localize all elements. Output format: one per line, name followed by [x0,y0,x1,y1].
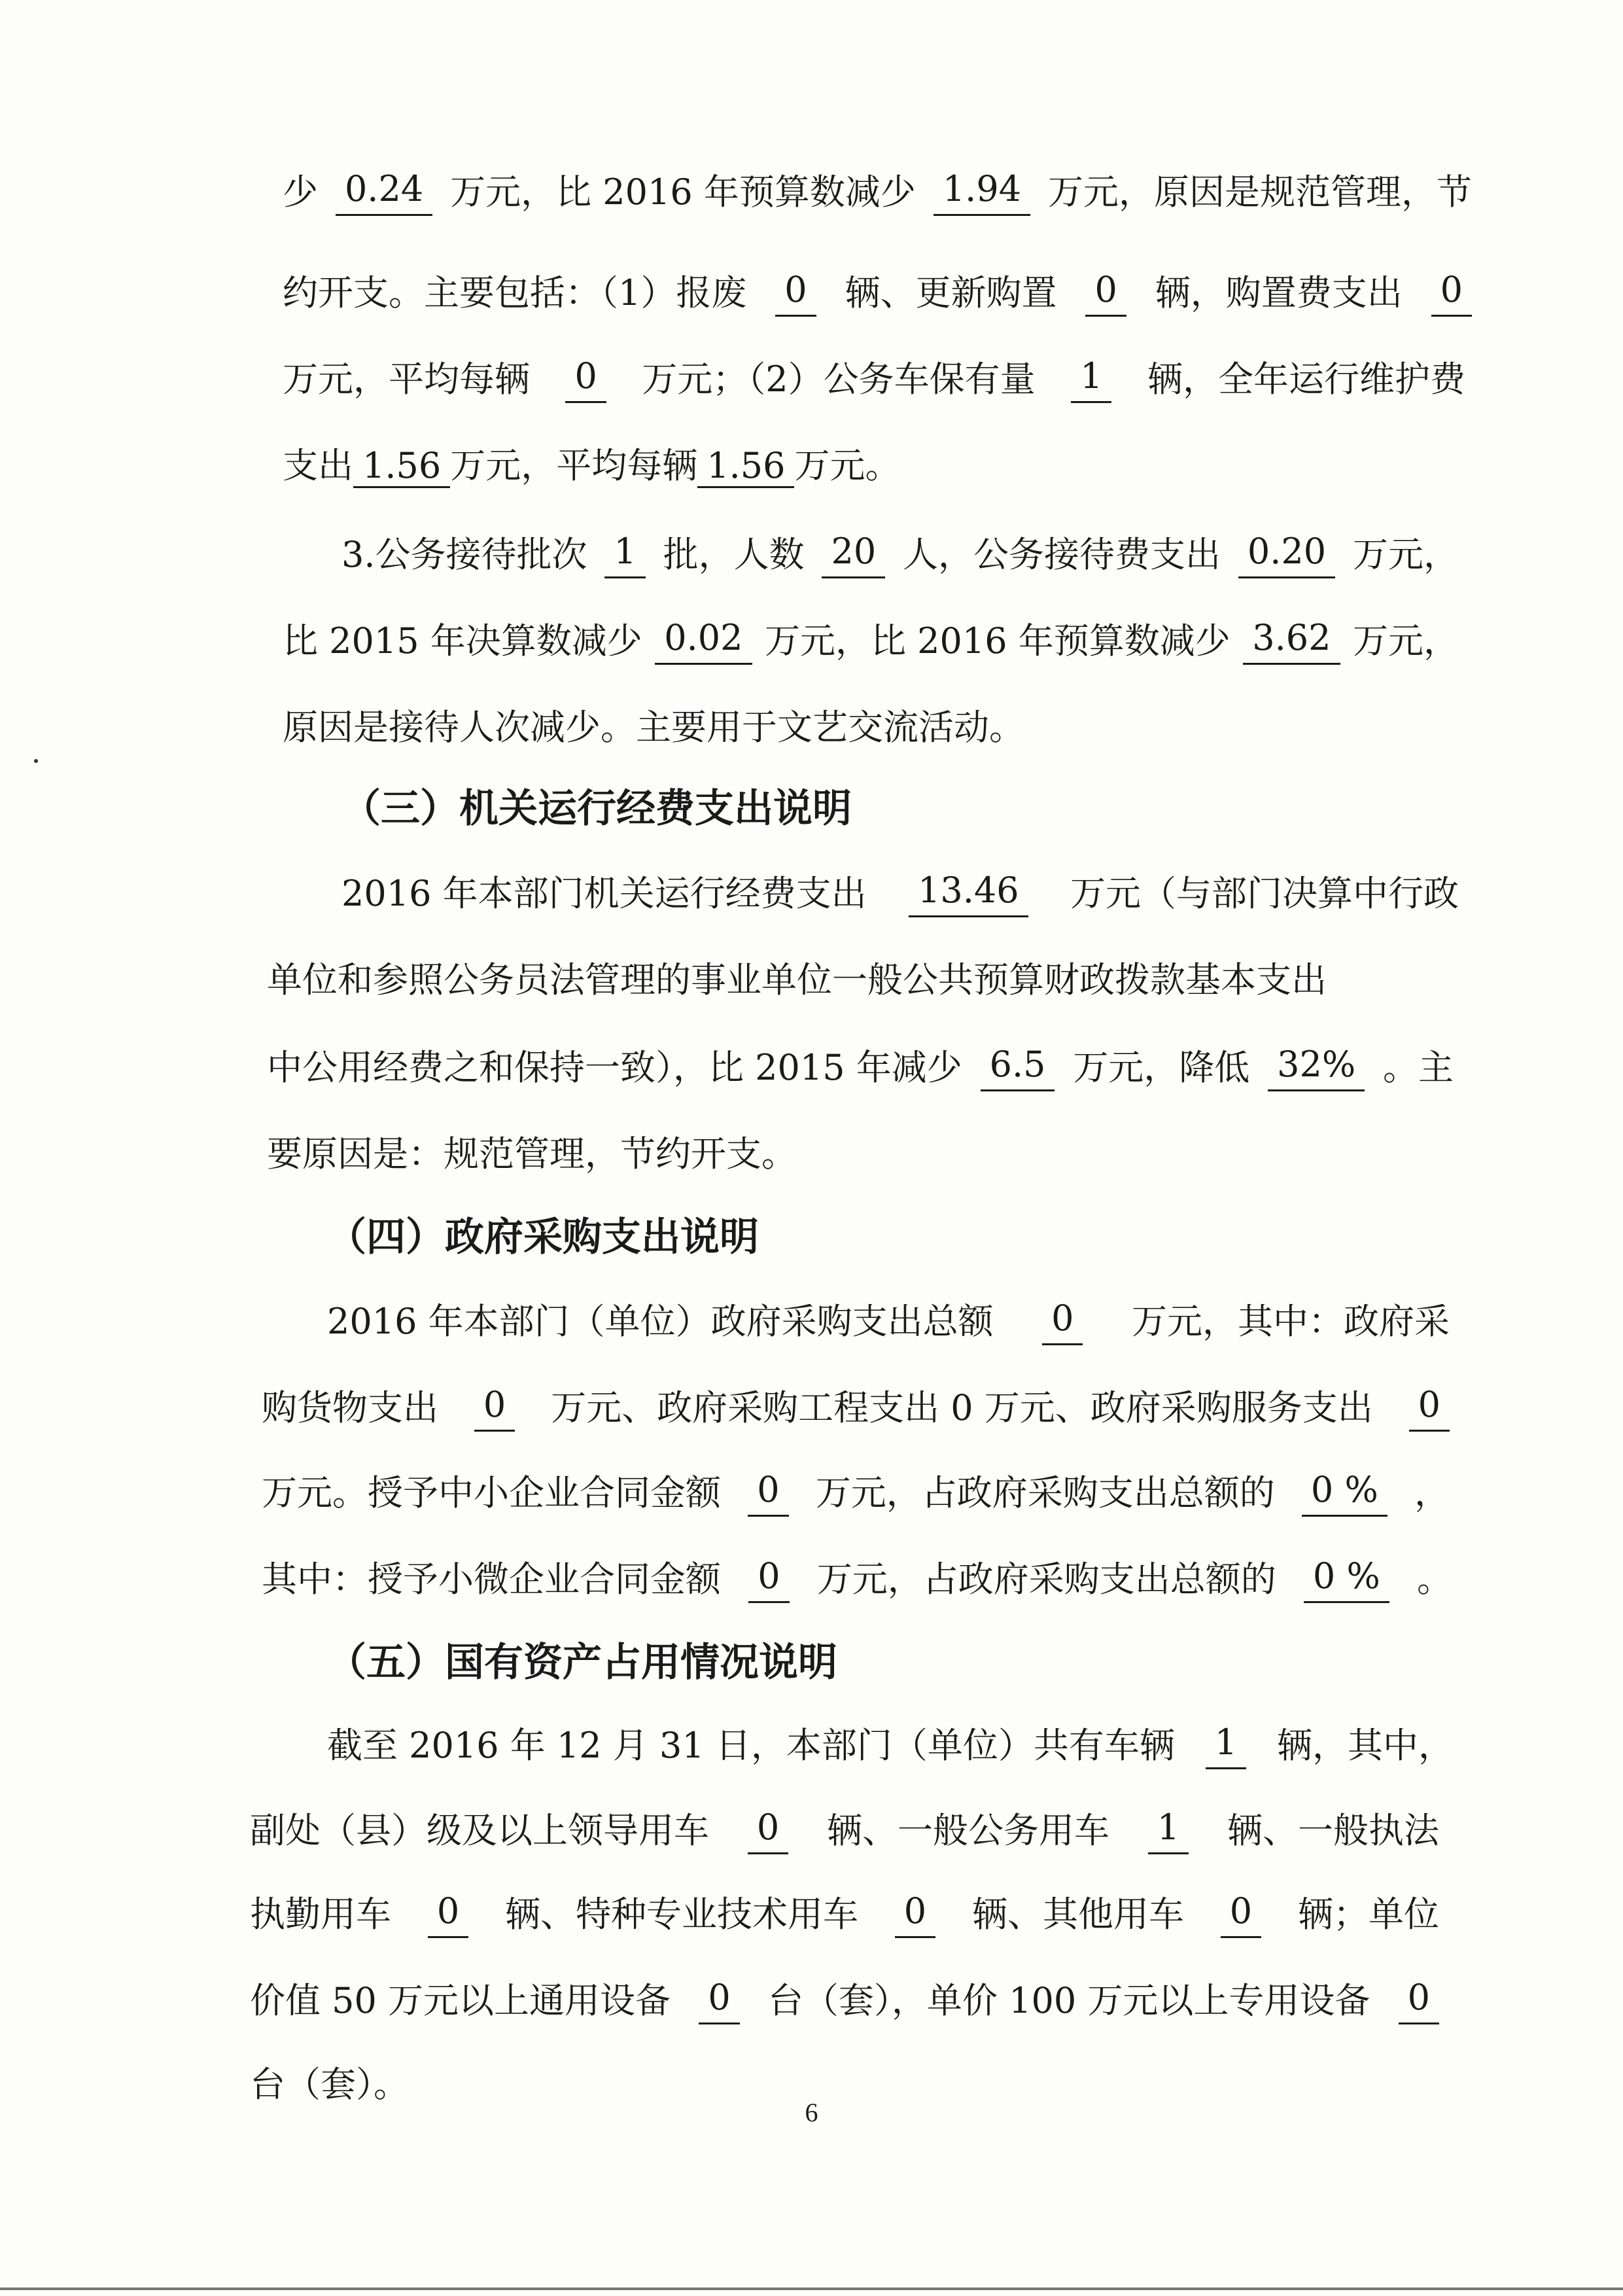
text-segment: 辆，全年运行维护费 [1147,359,1465,400]
text-segment: 3.公务接待批次 [341,534,587,575]
text-segment: 万元。授予中小企业合同金额 [262,1472,721,1513]
text-line [327,1298,1450,1345]
text-segment: 辆、更新购置 [845,272,1057,313]
filled-value: 0 [895,1891,935,1938]
text-line [283,356,1465,403]
filled-value: 0.24 [336,169,432,216]
filled-value: 1 [604,531,645,578]
filled-value: 0.02 [655,618,752,665]
scan-speck [34,759,38,763]
text-segment: 万元，平均每辆 [450,445,698,486]
text-segment: 。 [1416,1559,1452,1600]
text-segment: 比 2015 年决算数减少 [283,620,642,662]
filled-value: 0 [1042,1298,1083,1345]
text-segment: 人，公务接待费支出 [903,534,1221,575]
text-segment: 2016 年本部门机关运行经费支出 [341,873,867,914]
text-segment: 副处（县）级及以上领导用车 [250,1810,709,1851]
text-line [267,1131,797,1178]
filled-value: 3.62 [1243,618,1340,665]
filled-value: 20 [822,531,885,578]
filled-value: 0 [699,1977,739,2024]
filled-value: 0 [748,1470,788,1517]
text-segment: 万元， [1353,534,1459,575]
text-line [283,618,1459,665]
filled-value: 0.20 [1238,531,1335,578]
text-segment: 台（套），单价 100 万元以上专用设备 [767,1980,1370,2021]
text-segment: 万元，占政府采购支出总额的 [816,1559,1276,1600]
text-segment: 要原因是：规范管理，节约开支。 [267,1133,797,1174]
text-line [250,1891,1439,1938]
text-segment: 万元，比 2016 年预算数减少 [450,171,916,213]
text-segment: 截至 2016 年 12 月 31 日，本部门（单位）共有车辆 [327,1725,1175,1766]
text-segment: 辆、一般公务用车 [826,1810,1109,1851]
text-line [267,957,1454,1004]
filled-value: 0 [748,1556,789,1603]
text-segment: 万元，降低 [1073,1047,1250,1088]
text-segment: 批，人数 [663,534,805,575]
text-segment: （四）政府采购支出说明 [327,1214,759,1260]
text-segment: 万元，其中：政府采 [1131,1301,1450,1342]
section-heading [327,1214,759,1261]
text-line [262,1385,1450,1432]
text-line [283,270,1472,317]
text-segment: 原因是接待人次减少。主要用于文艺交流活动。 [283,707,1024,748]
text-line [262,1556,1452,1603]
text-line [283,169,1472,216]
text-segment: （五）国有资产占用情况说明 [327,1640,837,1686]
text-segment: 万元，占政府采购支出总额的 [815,1472,1275,1513]
text-line [250,1977,1439,2024]
filled-value: 32% [1268,1044,1365,1091]
text-segment: （三）机关运行经费支出说明 [341,786,852,832]
text-line [341,870,1459,917]
text-segment: 万元， [1353,620,1459,662]
text-segment: 单位和参照公务员法管理的事业单位一般公共预算财政拨款基本支出 [267,959,1327,1000]
filled-value: 0 % [1302,1470,1387,1517]
text-line [250,1807,1439,1854]
filled-value: 0 [775,270,816,317]
filled-value: 1.56 [353,446,450,488]
filled-value: 1.94 [934,169,1030,216]
text-segment: 支出 [283,445,353,486]
filled-value: 13.46 [909,870,1028,917]
text-segment: 万元、政府采购工程支出 0 万元、政府采购服务支出 [551,1387,1373,1428]
text-segment: 辆，购置费支出 [1155,272,1403,313]
filled-value: 0 [1431,270,1472,317]
text-segment: 中公用经费之和保持一致），比 2015 年减少 [267,1047,962,1088]
text-line [327,1722,1454,1769]
text-segment: 2016 年本部门（单位）政府采购支出总额 [327,1301,994,1342]
filled-value: 1 [1148,1807,1189,1854]
filled-value: 0 [565,356,606,403]
filled-value: 0 [1221,1891,1261,1938]
text-line [283,442,900,489]
filled-value: 0 % [1304,1556,1389,1603]
filled-value: 1 [1071,356,1111,403]
scan-edge-rule [0,2287,1623,2290]
text-segment: 辆、一般执法 [1227,1810,1439,1851]
text-segment: 辆、特种专业技术用车 [504,1894,858,1935]
text-segment: 万元，平均每辆 [283,359,530,400]
text-segment: 少 [283,171,318,213]
text-segment: 辆，其中， [1276,1725,1454,1766]
text-segment: 价值 50 万元以上通用设备 [250,1980,671,2021]
text-segment: 万元；（2）公务车保有量 [642,359,1036,400]
text-segment: 辆；单位 [1297,1894,1439,1935]
filled-value: 0 [748,1807,788,1854]
text-segment: 台（套）。 [250,2064,409,2105]
page-number: 6 [805,2098,818,2127]
text-segment: 辆、其他用车 [971,1894,1184,1935]
text-segment: 购货物支出 [262,1387,438,1428]
filled-value: 0 [1409,1385,1450,1432]
filled-value: 1.56 [697,446,794,488]
filled-value: 0 [474,1385,515,1432]
text-segment: 万元，比 2016 年预算数减少 [765,620,1230,662]
text-segment: 。主 [1383,1047,1454,1088]
section-heading [327,1639,837,1686]
section-heading [341,785,852,832]
filled-value: 6.5 [981,1044,1055,1091]
filled-value: 0 [1399,1977,1439,2024]
text-segment: ， [1414,1472,1450,1513]
filled-value: 0 [1085,270,1126,317]
text-segment: 其中：授予小微企业合同金额 [262,1559,721,1600]
text-segment: 万元。 [794,445,901,486]
text-line [262,1470,1450,1517]
text-line [267,1044,1454,1091]
filled-value: 1 [1206,1722,1246,1769]
text-line [283,704,1024,751]
text-segment: 执勤用车 [250,1894,391,1935]
text-segment: 约开支。主要包括：（1）报废 [283,272,747,313]
filled-value: 0 [428,1891,468,1938]
text-segment: 万元（与部门决算中行政 [1070,873,1459,914]
text-segment: 万元，原因是规范管理，节 [1047,171,1472,213]
text-line [341,531,1459,578]
